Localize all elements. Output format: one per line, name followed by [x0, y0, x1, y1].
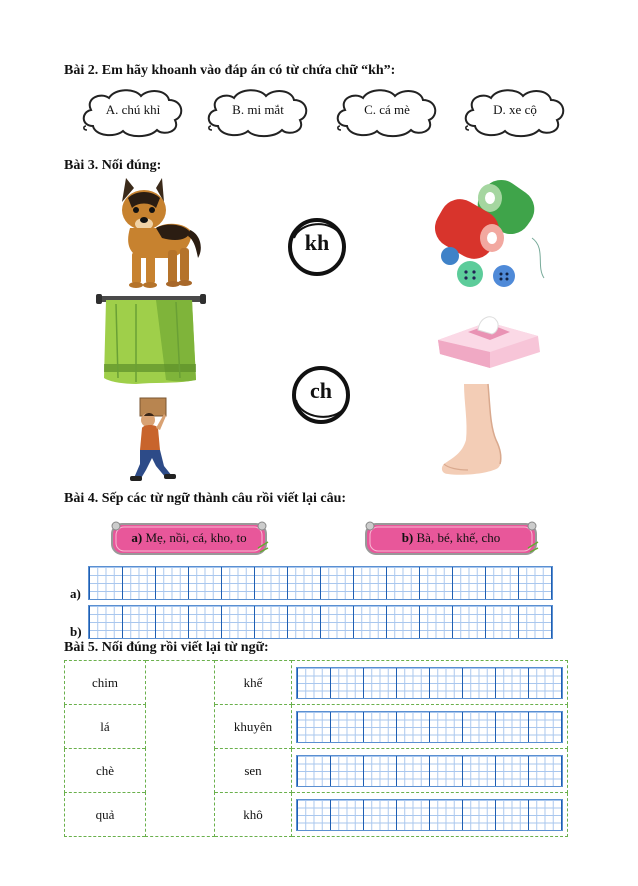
letter-ch: ch [310, 378, 332, 403]
word-plaque-b-words: Bà, bé, khế, cho [416, 530, 501, 545]
word-plaque-a-words: Mẹ, nồi, cá, kho, to [145, 530, 247, 545]
table-row [65, 705, 568, 749]
writing-row-b-label: b) [70, 624, 82, 639]
answer-option-d-label: D. xe cộ [493, 102, 537, 117]
left-word-cell[interactable] [65, 661, 146, 705]
towel-picture[interactable] [96, 292, 208, 386]
left-word: lá [100, 718, 110, 734]
thread-and-buttons-picture[interactable] [432, 178, 550, 296]
answer-option-b-label: B. mi mắt [232, 102, 284, 117]
writing-cell[interactable] [292, 749, 568, 793]
left-word: chim [92, 674, 118, 690]
tissue-pack-picture[interactable] [434, 304, 544, 370]
writing-grid[interactable] [296, 799, 563, 831]
writing-cell[interactable] [292, 661, 568, 705]
writing-grid[interactable] [296, 711, 563, 743]
left-word-cell[interactable] [65, 749, 146, 793]
table-row [65, 661, 568, 705]
letter-circle-kh[interactable] [286, 216, 348, 278]
writing-cell[interactable] [292, 705, 568, 749]
right-word-cell[interactable] [215, 705, 292, 749]
dog-picture[interactable] [100, 178, 206, 290]
answer-option-d[interactable] [461, 86, 569, 138]
right-word: sen [244, 762, 262, 778]
right-word: khế [243, 674, 263, 690]
right-word-cell[interactable] [215, 661, 292, 705]
bai3-heading: Bài 3. Nối đúng: [64, 158, 162, 173]
word-plaque-a-label: a) [131, 530, 143, 545]
answer-option-a-label: A. chú khỉ [105, 102, 161, 117]
writing-grid[interactable] [296, 755, 563, 787]
word-plaque-b-text [362, 530, 540, 546]
writing-row-a-label: a) [70, 586, 81, 601]
right-word-cell[interactable] [215, 749, 292, 793]
matching-gap [146, 661, 215, 837]
letter-kh: kh [304, 230, 330, 255]
right-word: khô [243, 806, 263, 822]
writing-grid[interactable] [296, 667, 563, 699]
answer-option-c-label: C. cá mè [364, 102, 410, 117]
writing-grid-b[interactable] [88, 605, 553, 639]
answer-option-c[interactable] [333, 86, 441, 138]
left-word-cell[interactable] [65, 793, 146, 837]
table-row [65, 749, 568, 793]
person-carrying-box-picture[interactable] [128, 394, 184, 484]
letter-circle-ch[interactable] [290, 364, 352, 426]
bai4-heading: Bài 4. Sếp các từ ngữ thành câu rồi viết lại câu: [64, 491, 347, 506]
answer-option-b[interactable] [204, 86, 312, 138]
left-word: chè [95, 762, 115, 778]
bai2-heading: Bài 2. Em hãy khoanh vào đáp án có từ chứa chữ “kh”: [64, 63, 396, 78]
writing-cell[interactable] [292, 793, 568, 837]
table-row [65, 793, 568, 837]
foot-picture[interactable] [438, 382, 508, 482]
word-plaque-a-text [108, 530, 270, 546]
word-plaque-a [108, 518, 270, 560]
left-word-cell[interactable] [65, 705, 146, 749]
answer-option-a[interactable] [79, 86, 187, 138]
word-plaque-b [362, 518, 540, 560]
matching-table [64, 660, 568, 837]
right-word: khuyên [233, 718, 273, 734]
left-word: quả [95, 806, 115, 822]
writing-grid-a[interactable] [88, 566, 553, 600]
right-word-cell[interactable] [215, 793, 292, 837]
word-plaque-b-label: b) [401, 530, 414, 545]
bai5-heading: Bài 5. Nối đúng rồi viết lại từ ngữ: [64, 640, 269, 655]
